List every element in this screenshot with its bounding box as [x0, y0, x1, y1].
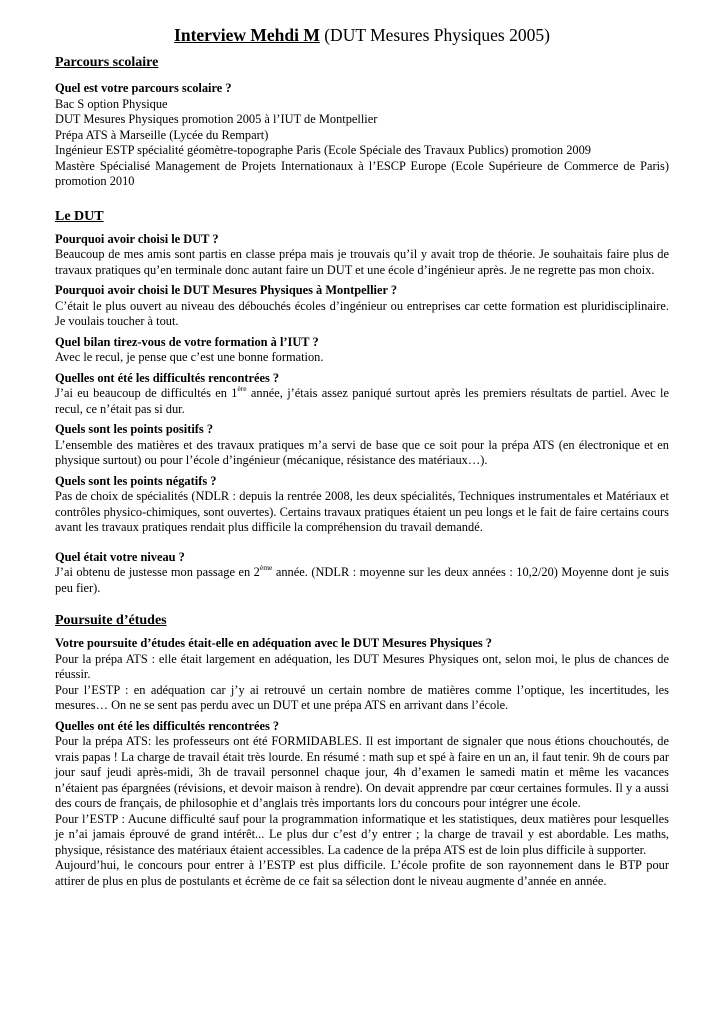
- answer: Beaucoup de mes amis sont partis en classe prépa mais je trouvais qu’il y avait trop de théorie. Je souhaitais faire plus de travaux pratiques qu’en terminale donc autant faire un DUT et une école d’ingénieur après. Je ne regrette pas mon choix.: [55, 247, 669, 277]
- question: Quelles ont été les difficultés rencontrées ?: [55, 370, 280, 385]
- title-sub: (DUT Mesures Physiques 2005): [324, 25, 550, 45]
- question: Quel bilan tirez-vous de votre formation à l’IUT ?: [55, 334, 319, 349]
- section-heading: Le DUT: [55, 208, 104, 224]
- answer: [55, 565, 669, 596]
- answer-line: Prépa ATS à Marseille (Lycée du Rempart): [55, 127, 269, 142]
- answer-text: J’ai eu beaucoup de difficultés en 1: [55, 386, 238, 400]
- answer: Pour la prépa ATS : elle était largement en adéquation, les DUT Mesures Physiques ont, selon moi, le plus de chances de réussir.: [55, 651, 669, 681]
- superscript: ère: [237, 384, 247, 393]
- question: Quels sont les points négatifs ?: [55, 473, 217, 488]
- section-dut: [55, 208, 669, 597]
- answer: Avec le recul, je pense que c’est une bonne formation.: [55, 350, 324, 364]
- answer: Pour l’ESTP : en adéquation car j’y ai retrouvé un certain nombre de matières comme l’optique, les incertitudes, les mesures… On ne se sent pas perdu avec un DUT et une prépa ATS en arrivant dans l’école.: [55, 682, 669, 712]
- answer-line: Ingénieur ESTP spécialité géomètre-topographe Paris (Ecole Spéciale des Travaux Publics) promotion 2009: [55, 143, 591, 157]
- answer: [55, 386, 669, 417]
- question: Votre poursuite d’études était-elle en adéquation avec le DUT Mesures Physiques ?: [55, 636, 492, 650]
- answer-line: Mastère Spécialisé Management de Projets Internationaux à l’ESCP Europe (Ecole Supérieure de Commerce de Paris) promotion 2010: [55, 158, 669, 188]
- answer: Pour l’ESTP : Aucune difficulté sauf pour la programmation informatique et les statistiques, deux matières pour lesquelles je n’ai jamais éprouvé de grand intérêt... Le plus dur c’est d’y entrer ; la charge de travail y est abordable. Les maths, physique, résistance des matériaux étaient accessibles. La cadence de la prépa ATS est de loin plus difficile à supporter.: [55, 811, 669, 857]
- answer: Pas de choix de spécialités (NDLR : depuis la rentrée 2008, les deux spécialités, Techniques instrumentales et Matériaux et contrôles physico-chimiques, sont ouvertes). Certains travaux pratiques étaient un peu longs et le fait de faire certains cours avant les travaux pratiques rendait plus difficile la compréhension du travail demandé.: [55, 489, 669, 534]
- answer: L’ensemble des matières et des travaux pratiques m’a servi de base que ce soit pour la prépa ATS (en électronique et en physique surtout) ou pour l’école d’ingénieur (mécanique, résistance des matériaux…).: [55, 437, 669, 467]
- question: Pourquoi avoir choisi le DUT ?: [55, 231, 219, 246]
- answer-text: J’ai obtenu de justesse mon passage en 2: [55, 565, 260, 579]
- answer-line: DUT Mesures Physiques promotion 2005 à l’IUT de Montpellier: [55, 112, 378, 126]
- answer: C’était le plus ouvert au niveau des débouchés écoles d’ingénieur ou entreprises car cette formation est pluridisciplinaire. Je voulais toucher à tout.: [55, 298, 669, 328]
- answer: Pour la prépa ATS: les professeurs ont été FORMIDABLES. Il est important de signaler que nous étions chouchoutés, de vrais papas ! La charge de travail était très lourde. En résumé : math sup et spé à faire en un an, il faut tenir. 9h de cours par jour sauf jeudi après-midi, 3h de travail personnel chaque jour, 4h d’examen le samedi matin et même les vacances n’étaient pas épargnées (révisions, et devoir maison à rendre). On devait apprendre par cœur certaines formules. Il y a aussi des cours de français, de philosophie et d’anglais très importants lors du concours pour intégrer une école.: [55, 734, 669, 810]
- question: Quels sont les points positifs ?: [55, 422, 214, 436]
- section-parcours: [55, 54, 669, 190]
- question: Quel est votre parcours scolaire ?: [55, 81, 232, 95]
- answer-line: Bac S option Physique: [55, 96, 168, 111]
- question: Quelles ont été les difficultés rencontrées ?: [55, 718, 280, 733]
- title-main: Interview Mehdi M: [174, 25, 320, 45]
- answer-text: année, j’étais assez paniqué surtout après les premiers résultats de partiel. Avec le recul, ce n’était pas si dur.: [55, 386, 669, 416]
- question: Pourquoi avoir choisi le DUT Mesures Physiques à Montpellier ?: [55, 283, 398, 297]
- section-poursuite: [55, 612, 669, 889]
- answer: Aujourd’hui, le concours pour entrer à l’ESTP est plus difficile. L’école profite de son rayonnement dans le BTP pour attirer de plus en plus de postulants et écrème de ce fait sa sélection dont le niveau augmente d’année en année.: [55, 858, 669, 888]
- answer-text: année. (NDLR : moyenne sur les deux années : 10,2/20) Moyenne dont je suis peu fier).: [55, 565, 669, 595]
- document-title: [55, 24, 669, 46]
- section-heading: Poursuite d’études: [55, 613, 167, 628]
- question: Quel était votre niveau ?: [55, 549, 185, 564]
- section-heading: Parcours scolaire: [55, 55, 159, 70]
- superscript: ème: [259, 563, 273, 572]
